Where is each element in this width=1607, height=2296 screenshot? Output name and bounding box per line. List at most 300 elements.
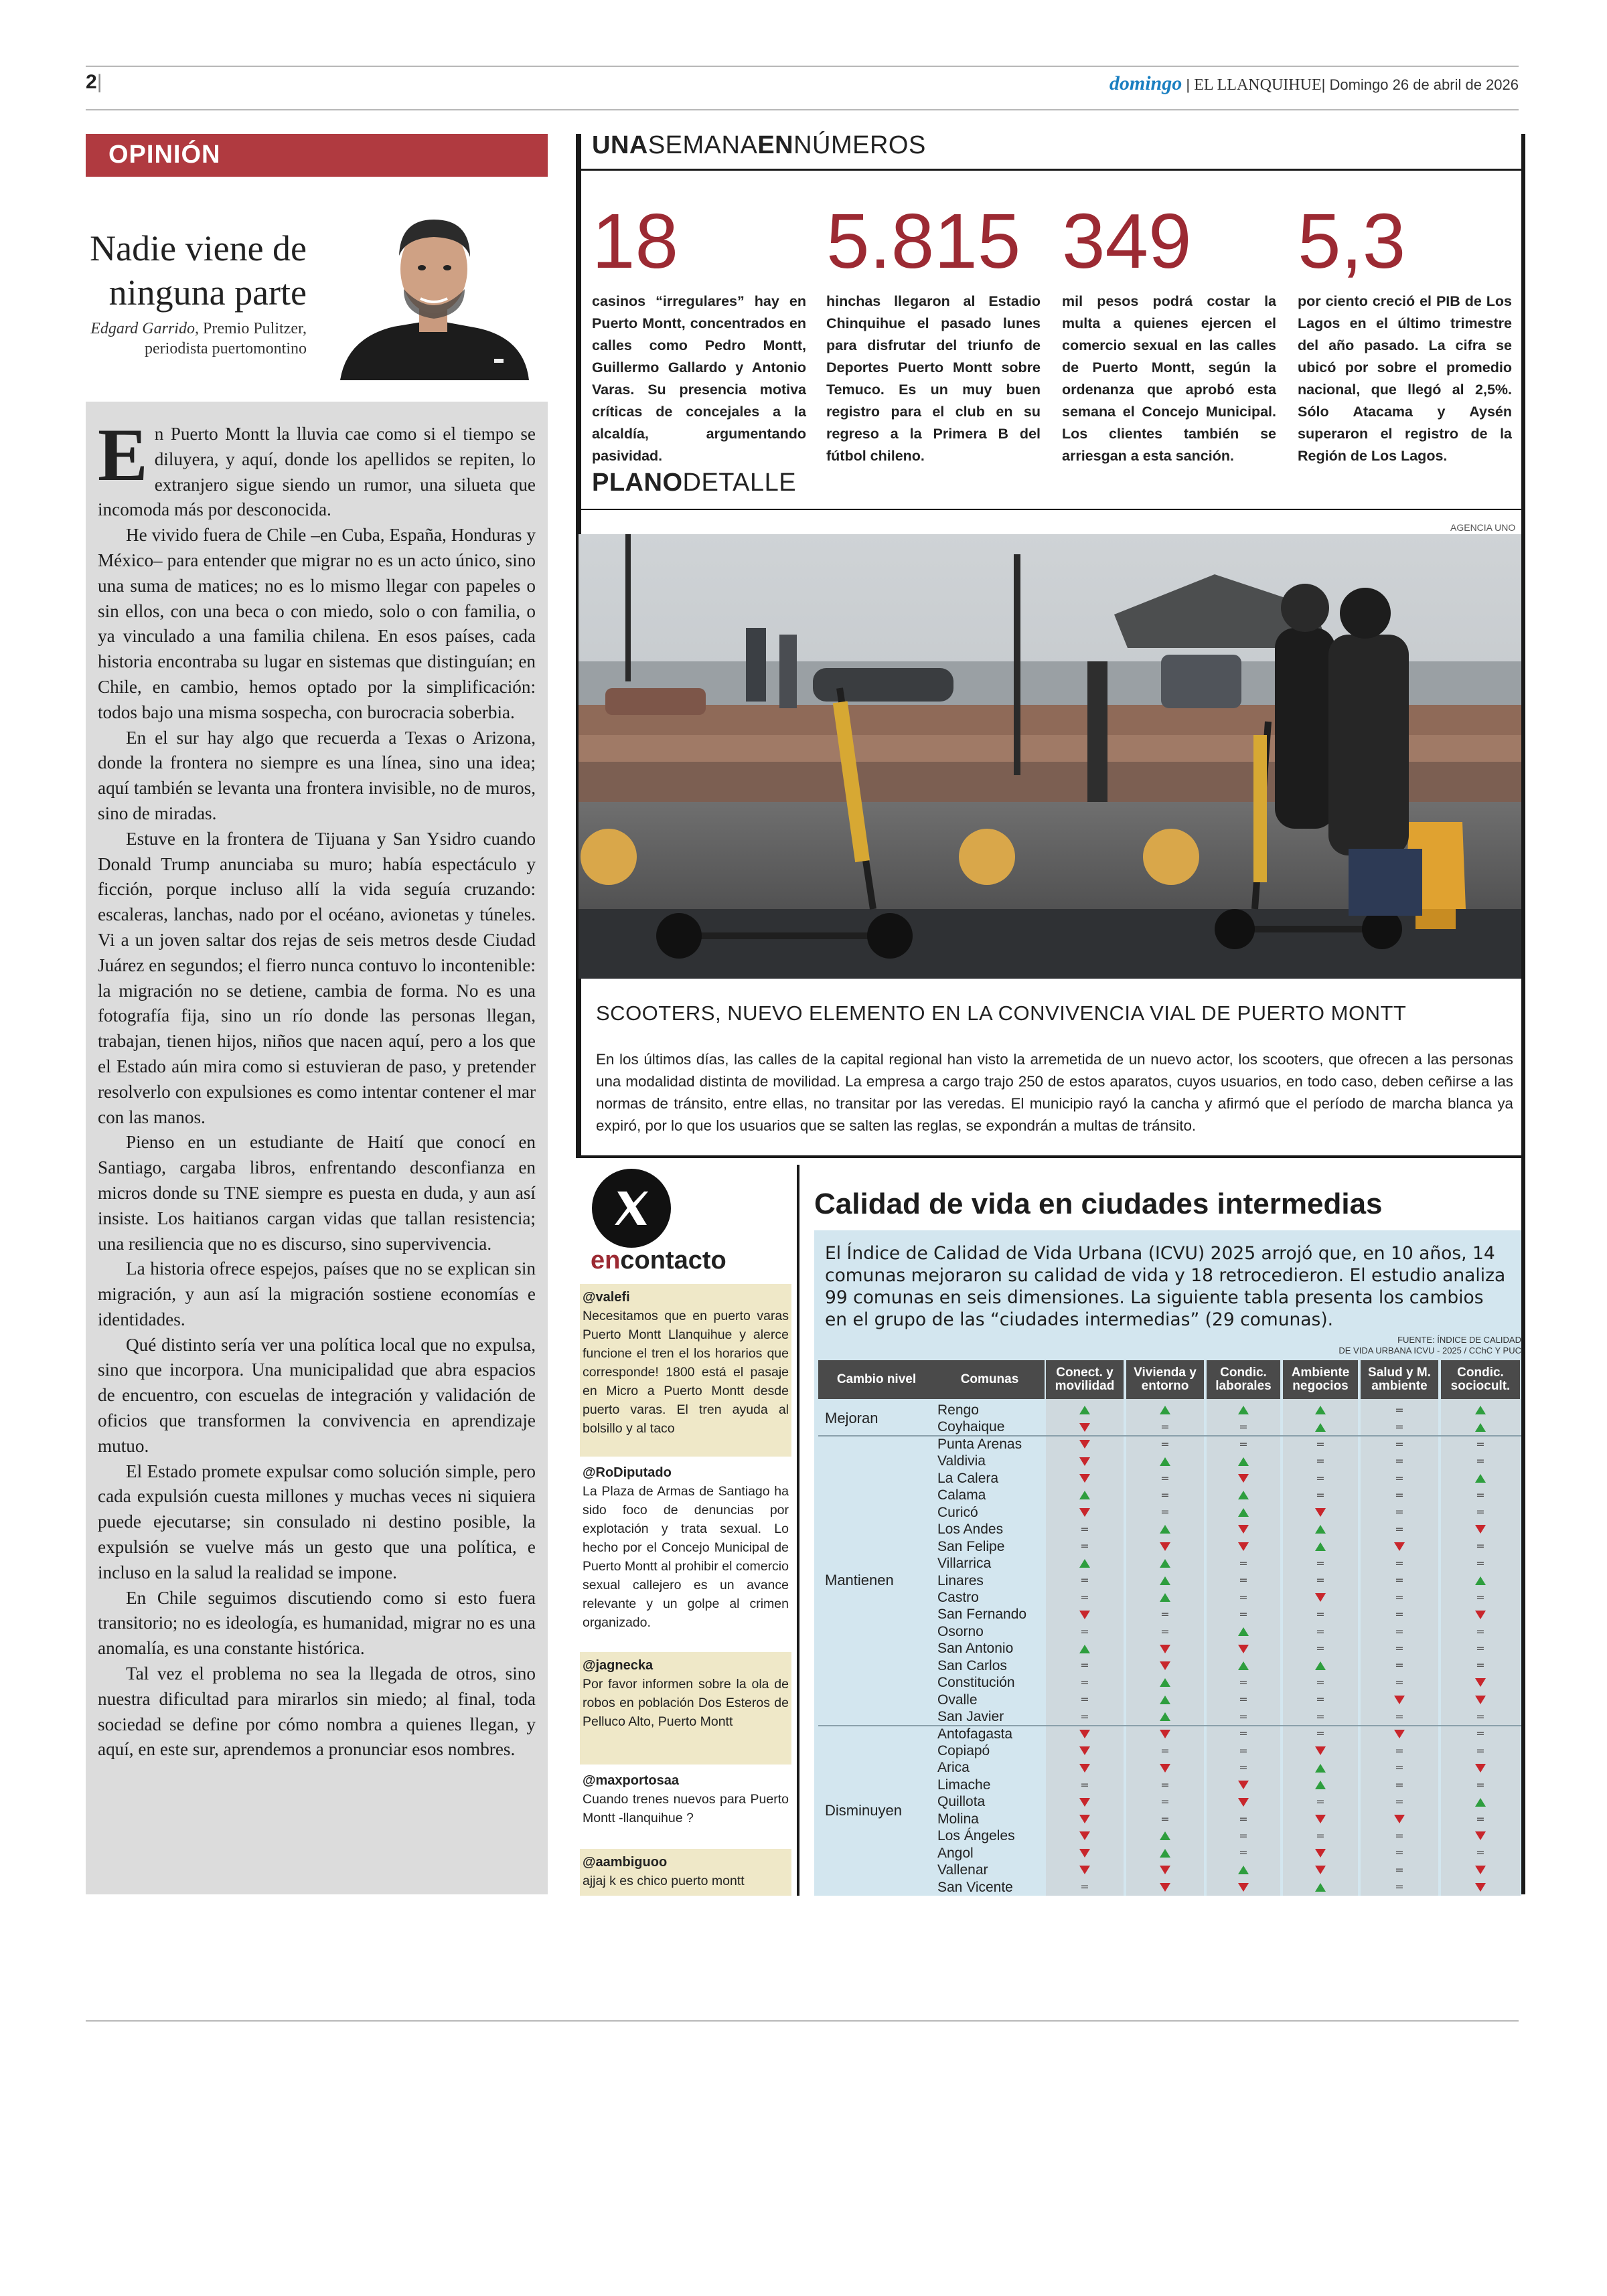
opinion-section-banner	[86, 134, 548, 177]
equal-icon: =	[1476, 1625, 1485, 1638]
up-arrow-icon	[1238, 1508, 1249, 1517]
up-arrow-icon	[1160, 1457, 1170, 1466]
up-arrow-icon	[1475, 1474, 1486, 1483]
opinion-paragraph: Pienso en un estudiante de Haití que conocí en Santiago, cargaba libros, enfrentando desconfianza en micros donde su TNE siempre es puesta en duda, y aun así insiste. Los haitianos cargan vidas que tallan resistencia; una resiliencia que no es discurso, sino supervivencia.	[98, 1132, 536, 1254]
table-cell	[1359, 1777, 1440, 1793]
table-cell	[1440, 1862, 1521, 1878]
table-cell	[1125, 1657, 1205, 1674]
equal-icon: =	[1239, 1693, 1248, 1706]
equal-icon: =	[1395, 1659, 1404, 1672]
down-arrow-icon	[1238, 1542, 1249, 1551]
table-cell	[1359, 1793, 1440, 1810]
up-arrow-icon	[1160, 1406, 1170, 1414]
opinion-paragraph: Qué distinto sería ver una política local que no expulsa, sino que incorpora. Una municipalidad que abra espacios de encuentro, con escuelas de integración y validación de oficios que transformen la convivencia en aprendizaje mutuo.	[98, 1334, 536, 1456]
tweet-handle: @valefi	[583, 1290, 630, 1305]
table-cell	[1125, 1521, 1205, 1538]
down-arrow-icon	[1238, 1645, 1249, 1653]
header-masthead: domingo | EL LLANQUIHUE| Domingo 26 de abril de 2026	[1109, 72, 1519, 94]
opinion-paragraph: El Estado promete expulsar como solución simple, pero cada expulsión cuesta millones y muchas veces ni siquiera puede ejecutarse; sin consulado ni destino posible, la expulsión se vuelve más un gesto que una política, e incluso en la salud la realidad se impone.	[98, 1461, 536, 1582]
table-cell	[1125, 1879, 1205, 1896]
table-cell	[1045, 1572, 1125, 1589]
tweet-text: Necesitamos que en puerto varas Puerto Montt Llanquihue y alerce funcione el tren el los horarios que corresponde! 1800 está el pasaje en Micro a Puerto Montt desde puerto varas. El tren ayuda al bolsillo y al taco	[583, 1309, 789, 1436]
table-cell	[1359, 1879, 1440, 1896]
table-row	[935, 1708, 1521, 1725]
group-label: Disminuyen	[825, 1801, 902, 1819]
equal-icon: =	[1160, 1420, 1170, 1434]
table-cell	[1282, 1470, 1359, 1487]
down-arrow-icon	[1079, 1798, 1090, 1807]
up-arrow-icon	[1079, 1406, 1090, 1414]
table-row	[935, 1759, 1521, 1776]
comuna-name: Limache	[937, 1777, 991, 1793]
down-arrow-icon	[1160, 1866, 1170, 1874]
frame-rule-bottom	[581, 1155, 1521, 1158]
equal-icon: =	[1239, 1437, 1248, 1451]
dropcap: E	[98, 414, 148, 497]
table-row	[935, 1657, 1521, 1674]
up-arrow-icon	[1315, 1542, 1326, 1551]
table-cell	[1440, 1589, 1521, 1606]
equal-icon: =	[1239, 1846, 1248, 1860]
equal-icon: =	[1160, 1812, 1170, 1825]
table-cell	[1282, 1555, 1359, 1572]
table-cell	[1125, 1487, 1205, 1503]
table-cell	[1282, 1572, 1359, 1589]
table-cell	[1045, 1692, 1125, 1708]
stat-number: 349	[1062, 197, 1192, 284]
table-cell	[1205, 1538, 1282, 1555]
table-cell	[1205, 1470, 1282, 1487]
table-header: Salud y M. ambiente	[1361, 1360, 1438, 1399]
equal-icon: =	[1476, 1744, 1485, 1757]
table-cell	[1205, 1606, 1282, 1623]
table-cell	[1125, 1572, 1205, 1589]
equal-icon: =	[1476, 1505, 1485, 1519]
table-header: Condic. laborales	[1207, 1360, 1280, 1399]
table-cell	[1359, 1606, 1440, 1623]
equal-icon: =	[1080, 1659, 1089, 1672]
equal-icon: =	[1316, 1471, 1325, 1485]
table-cell	[1359, 1453, 1440, 1469]
table-cell	[1125, 1726, 1205, 1742]
comuna-name: Curicó	[937, 1504, 978, 1520]
table-cell	[1440, 1418, 1521, 1435]
equal-icon: =	[1239, 1556, 1248, 1570]
table-cell	[1359, 1572, 1440, 1589]
down-arrow-icon	[1079, 1849, 1090, 1858]
comuna-name: Arica	[937, 1760, 970, 1776]
down-arrow-icon	[1315, 1593, 1326, 1602]
table-cell	[1205, 1572, 1282, 1589]
up-arrow-icon	[1238, 1661, 1249, 1670]
table-cell	[1440, 1640, 1521, 1657]
down-arrow-icon	[1315, 1849, 1326, 1858]
equal-icon: =	[1239, 1675, 1248, 1689]
table-row	[935, 1726, 1521, 1742]
equal-icon: =	[1080, 1574, 1089, 1587]
up-arrow-icon	[1160, 1559, 1170, 1568]
tweet-handle: @maxportosaa	[583, 1773, 679, 1788]
equal-icon: =	[1395, 1795, 1404, 1809]
table-cell	[1205, 1862, 1282, 1878]
stat-text: mil pesos podrá costar la multa a quienes ejercen el comercio sexual en las calles de Puerto Montt, según la ordenanza que aprobó esta semana el Concejo Municipal. Los clientes también se arriesgan a esta sanción.	[1062, 293, 1276, 464]
table-cell	[1125, 1418, 1205, 1435]
table-header: Cambio nivel	[818, 1360, 935, 1399]
table-cell	[1282, 1827, 1359, 1844]
table-cell	[1440, 1453, 1521, 1469]
down-arrow-icon	[1160, 1764, 1170, 1773]
frame-rule-middle	[797, 1165, 799, 1896]
table-cell	[1440, 1742, 1521, 1759]
equal-icon: =	[1239, 1829, 1248, 1842]
table-cell	[1045, 1657, 1125, 1674]
equal-icon: =	[1160, 1778, 1170, 1791]
table-cell	[1045, 1879, 1125, 1896]
equal-icon: =	[1316, 1829, 1325, 1842]
down-arrow-icon	[1238, 1883, 1249, 1892]
group-label: Mantienen	[825, 1572, 894, 1589]
table-cell	[1440, 1572, 1521, 1589]
down-arrow-icon	[1394, 1730, 1405, 1738]
table-cell	[1205, 1793, 1282, 1810]
down-arrow-icon	[1079, 1730, 1090, 1738]
table-row	[935, 1827, 1521, 1844]
table-cell	[1282, 1487, 1359, 1503]
table-cell	[1282, 1606, 1359, 1623]
up-arrow-icon	[1160, 1831, 1170, 1840]
table-cell	[1282, 1862, 1359, 1878]
comuna-name: Calama	[937, 1487, 986, 1503]
down-arrow-icon	[1079, 1764, 1090, 1773]
table-cell	[1440, 1487, 1521, 1503]
table-cell	[1359, 1759, 1440, 1776]
equal-icon: =	[1395, 1420, 1404, 1434]
up-arrow-icon	[1475, 1576, 1486, 1585]
table-cell	[1125, 1845, 1205, 1862]
comuna-name: Linares	[937, 1572, 984, 1588]
table-cell	[1045, 1418, 1125, 1435]
table-cell	[1205, 1657, 1282, 1674]
equal-icon: =	[1316, 1437, 1325, 1451]
footer-rule	[86, 2020, 1519, 2022]
equal-icon: =	[1476, 1727, 1485, 1740]
opinion-paragraph: En el sur hay algo que recuerda a Texas o Arizona, donde la frontera no siempre es una línea, sino una idea; aquí también se levanta una frontera invisible, no de muros, sino de miradas.	[98, 727, 536, 823]
equal-icon: =	[1476, 1437, 1485, 1451]
comuna-name: Angol	[937, 1845, 974, 1861]
up-arrow-icon	[1315, 1423, 1326, 1432]
tweet	[580, 1284, 791, 1457]
table-cell	[1045, 1777, 1125, 1793]
table-cell	[1359, 1811, 1440, 1827]
equal-icon: =	[1316, 1727, 1325, 1740]
frame-rule-right	[1521, 134, 1525, 1894]
opinion-section-label: OPINIÓN	[108, 141, 221, 169]
table-cell	[1359, 1555, 1440, 1572]
up-arrow-icon	[1475, 1406, 1486, 1414]
equal-icon: =	[1160, 1437, 1170, 1451]
table-row	[935, 1862, 1521, 1878]
table-cell	[1440, 1657, 1521, 1674]
up-arrow-icon	[1160, 1849, 1170, 1858]
table-cell	[1125, 1862, 1205, 1878]
comuna-name: Antofagasta	[937, 1726, 1013, 1742]
table-row	[935, 1555, 1521, 1572]
down-arrow-icon	[1394, 1815, 1405, 1823]
equal-icon: =	[1395, 1403, 1404, 1416]
equal-icon: =	[1160, 1608, 1170, 1621]
equal-icon: =	[1239, 1812, 1248, 1825]
equal-icon: =	[1316, 1795, 1325, 1809]
equal-icon: =	[1080, 1522, 1089, 1536]
stat-text: hinchas llegaron al Estadio Chinquihue el pasado lunes para disfrutar del triunfo de Deportes Puerto Montt sobre Temuco. Es un muy buen registro para el club en su regreso a la Primera B del fútbol chileno.	[826, 293, 1041, 464]
table-cell	[1282, 1418, 1359, 1435]
equal-icon: =	[1395, 1880, 1404, 1894]
table-cell	[1440, 1402, 1521, 1418]
equal-icon: =	[1476, 1812, 1485, 1825]
down-arrow-icon	[1160, 1661, 1170, 1670]
down-arrow-icon	[1475, 1866, 1486, 1874]
down-arrow-icon	[1079, 1423, 1090, 1432]
table-cell	[1045, 1470, 1125, 1487]
table-cell	[1125, 1827, 1205, 1844]
down-arrow-icon	[1160, 1542, 1170, 1551]
down-arrow-icon	[1079, 1457, 1090, 1466]
comuna-name: San Antonio	[937, 1641, 1014, 1657]
stat-text: casinos “irregulares” hay en Puerto Montt, concentrados en calles como Pedro Montt, Guillermo Gallardo y Antonio Varas. Su presencia motiva críticas de concejales a la alcaldía, argumentando pasividad.	[592, 293, 806, 464]
photo-caption-body: En los últimos días, las calles de la capital regional han visto la arremetida de un nuevo actor, los scooters, que ofrecen a las personas una modalidad distinta de movilidad. La empresa a cargo trajo 250 de estos aparatos, cuyos usuarios, en todo caso, deben ceñirse a las normas de tránsito, entre ellas, no transitar por las veredas. El municipio rayó la cancha y afirmó que el período de marcha blanca ya expiró, por lo que los usuarios que se salten las reglas, se expondrán a multas de tránsito.	[596, 1051, 1513, 1134]
stat-number: 5,3	[1298, 197, 1406, 284]
tweet-text: Cuando trenes nuevos para Puerto Montt -llanquihue ?	[583, 1792, 789, 1825]
table-cell	[1045, 1726, 1125, 1742]
up-arrow-icon	[1079, 1559, 1090, 1568]
table-cell	[1045, 1402, 1125, 1418]
equal-icon: =	[1080, 1693, 1089, 1706]
table-cell	[1440, 1708, 1521, 1725]
table-cell	[1045, 1453, 1125, 1469]
table-cell	[1045, 1538, 1125, 1555]
table-header: Comunas	[935, 1360, 1045, 1399]
down-arrow-icon	[1160, 1730, 1170, 1738]
up-arrow-icon	[1160, 1678, 1170, 1687]
equal-icon: =	[1080, 1675, 1089, 1689]
equal-icon: =	[1316, 1574, 1325, 1587]
table-cell	[1359, 1436, 1440, 1453]
quality-title: Calidad de vida en ciudades intermedias	[814, 1187, 1383, 1220]
up-arrow-icon	[1238, 1457, 1249, 1466]
equal-icon: =	[1160, 1471, 1170, 1485]
tweet-text: ajjaj k es chico puerto montt	[583, 1874, 745, 1888]
table-cell	[1205, 1555, 1282, 1572]
equal-icon: =	[1239, 1710, 1248, 1723]
up-arrow-icon	[1160, 1576, 1170, 1585]
table-cell	[1045, 1811, 1125, 1827]
table-header: Conect. y movilidad	[1046, 1360, 1124, 1399]
table-cell	[1045, 1487, 1125, 1503]
table-cell	[1440, 1793, 1521, 1810]
table-cell	[1282, 1759, 1359, 1776]
equal-icon: =	[1316, 1488, 1325, 1501]
table-cell	[1205, 1777, 1282, 1793]
up-arrow-icon	[1315, 1525, 1326, 1534]
equal-icon: =	[1476, 1778, 1485, 1791]
up-arrow-icon	[1160, 1593, 1170, 1602]
table-row	[935, 1572, 1521, 1589]
table-cell	[1440, 1692, 1521, 1708]
table-cell	[1440, 1538, 1521, 1555]
equal-icon: =	[1080, 1540, 1089, 1553]
up-arrow-icon	[1079, 1491, 1090, 1499]
table-cell	[1205, 1845, 1282, 1862]
equal-icon: =	[1395, 1642, 1404, 1655]
table-cell	[1440, 1674, 1521, 1691]
table-row	[935, 1777, 1521, 1793]
photo-credit: AGENCIA UNO	[1450, 522, 1516, 533]
table-cell	[1045, 1674, 1125, 1691]
down-arrow-icon	[1079, 1611, 1090, 1619]
up-arrow-icon	[1315, 1764, 1326, 1773]
table-row	[935, 1640, 1521, 1657]
equal-icon: =	[1395, 1471, 1404, 1485]
equal-icon: =	[1239, 1608, 1248, 1621]
table-row	[935, 1402, 1521, 1418]
down-arrow-icon	[1475, 1883, 1486, 1892]
equal-icon: =	[1080, 1625, 1089, 1638]
table-cell	[1125, 1538, 1205, 1555]
up-arrow-icon	[1160, 1696, 1170, 1704]
down-arrow-icon	[1160, 1645, 1170, 1653]
table-cell	[1045, 1521, 1125, 1538]
down-arrow-icon	[1238, 1525, 1249, 1534]
table-cell	[1282, 1623, 1359, 1640]
table-cell	[1205, 1453, 1282, 1469]
table-cell	[1045, 1504, 1125, 1521]
tweet	[580, 1849, 791, 1896]
table-row	[935, 1487, 1521, 1503]
equal-icon: =	[1395, 1829, 1404, 1842]
encontacto-label: encontacto	[591, 1246, 726, 1275]
table-cell	[1359, 1521, 1440, 1538]
comuna-name: Coyhaique	[937, 1419, 1005, 1435]
down-arrow-icon	[1315, 1508, 1326, 1517]
equal-icon: =	[1476, 1556, 1485, 1570]
comuna-name: Castro	[937, 1589, 979, 1605]
down-arrow-icon	[1079, 1866, 1090, 1874]
table-cell	[1205, 1623, 1282, 1640]
table-cell	[1359, 1589, 1440, 1606]
table-cell	[1282, 1811, 1359, 1827]
frame-rule-photo	[576, 509, 1525, 510]
tweet-text: Por favor informen sobre la ola de robos en población Dos Esteros de Pelluco Alto, Puerto Montt	[583, 1677, 789, 1729]
table-row	[935, 1845, 1521, 1862]
table-row	[935, 1538, 1521, 1555]
up-arrow-icon	[1238, 1406, 1249, 1414]
equal-icon: =	[1316, 1710, 1325, 1723]
equal-icon: =	[1160, 1488, 1170, 1501]
equal-icon: =	[1080, 1778, 1089, 1791]
equal-icon: =	[1239, 1590, 1248, 1604]
table-cell	[1440, 1879, 1521, 1896]
equal-icon: =	[1395, 1863, 1404, 1876]
comuna-name: Ovalle	[937, 1692, 978, 1708]
down-arrow-icon	[1315, 1815, 1326, 1823]
table-cell	[1359, 1862, 1440, 1878]
table-cell	[1282, 1436, 1359, 1453]
up-arrow-icon	[1238, 1866, 1249, 1874]
table-cell	[1125, 1470, 1205, 1487]
table-cell	[1125, 1759, 1205, 1776]
stat-number: 5.815	[826, 197, 1021, 284]
table-cell	[1045, 1436, 1125, 1453]
table-cell	[1440, 1555, 1521, 1572]
table-header: Condic. sociocult.	[1441, 1360, 1520, 1399]
equal-icon: =	[1476, 1710, 1485, 1723]
equal-icon: =	[1316, 1455, 1325, 1468]
table-cell	[1282, 1742, 1359, 1759]
table-cell	[1359, 1674, 1440, 1691]
table-header: Vivienda y entorno	[1126, 1360, 1204, 1399]
comuna-name: Punta Arenas	[937, 1436, 1022, 1452]
equal-icon: =	[1160, 1795, 1170, 1809]
down-arrow-icon	[1079, 1831, 1090, 1840]
newspaper-name: EL LLANQUIHUE	[1194, 76, 1322, 94]
equal-icon: =	[1239, 1761, 1248, 1775]
equal-icon: =	[1476, 1540, 1485, 1553]
up-arrow-icon	[1079, 1645, 1090, 1653]
down-arrow-icon	[1475, 1678, 1486, 1687]
table-cell	[1440, 1521, 1521, 1538]
down-arrow-icon	[1475, 1525, 1486, 1534]
table-cell	[1045, 1759, 1125, 1776]
table-cell	[1205, 1504, 1282, 1521]
table-cell	[1359, 1418, 1440, 1435]
table-cell	[1282, 1879, 1359, 1896]
table-row	[935, 1879, 1521, 1896]
plano-heading: PLANODETALLE	[592, 469, 797, 497]
table-cell	[1282, 1504, 1359, 1521]
table-cell	[1282, 1845, 1359, 1862]
table-cell	[1205, 1827, 1282, 1844]
author-name: Edgard Garrido,	[90, 320, 199, 337]
table-row	[935, 1504, 1521, 1521]
comuna-name: San Vicente	[937, 1879, 1013, 1895]
equal-icon: =	[1395, 1437, 1404, 1451]
down-arrow-icon	[1315, 1746, 1326, 1755]
equal-icon: =	[1395, 1505, 1404, 1519]
table-cell	[1440, 1777, 1521, 1793]
equal-icon: =	[1239, 1727, 1248, 1740]
table-row	[935, 1742, 1521, 1759]
table-cell	[1282, 1521, 1359, 1538]
table-cell	[1359, 1726, 1440, 1742]
table-cell	[1205, 1418, 1282, 1435]
table-cell	[1359, 1623, 1440, 1640]
table-cell	[1282, 1708, 1359, 1725]
equal-icon: =	[1395, 1675, 1404, 1689]
table-cell	[1205, 1640, 1282, 1657]
equal-icon: =	[1316, 1625, 1325, 1638]
table-cell	[1282, 1777, 1359, 1793]
table-cell	[1045, 1623, 1125, 1640]
table-cell	[1045, 1640, 1125, 1657]
comuna-name: San Javier	[937, 1709, 1004, 1725]
opinion-paragraph: En Puerto Montt la lluvia cae como si el tiempo se diluyera, y aquí, donde los apellidos se repiten, lo extranjero sigue siendo un rumor, una silueta que incomoda más por desconocida.	[98, 414, 536, 520]
down-arrow-icon	[1475, 1696, 1486, 1704]
quality-intro: El Índice de Calidad de Vida Urbana (ICVU) 2025 arrojó que, en 10 años, 14 comunas mejoraron su calidad de vida y 18 retrocedieron. El estudio analiza 99 comunas en seis dimensiones. La siguiente tabla presenta los cambios en el grupo de las “ciudades intermedias” (29 comunas).	[825, 1243, 1506, 1330]
comuna-name: Osorno	[937, 1623, 984, 1639]
table-cell	[1205, 1487, 1282, 1503]
equal-icon: =	[1080, 1710, 1089, 1723]
equal-icon: =	[1476, 1488, 1485, 1501]
